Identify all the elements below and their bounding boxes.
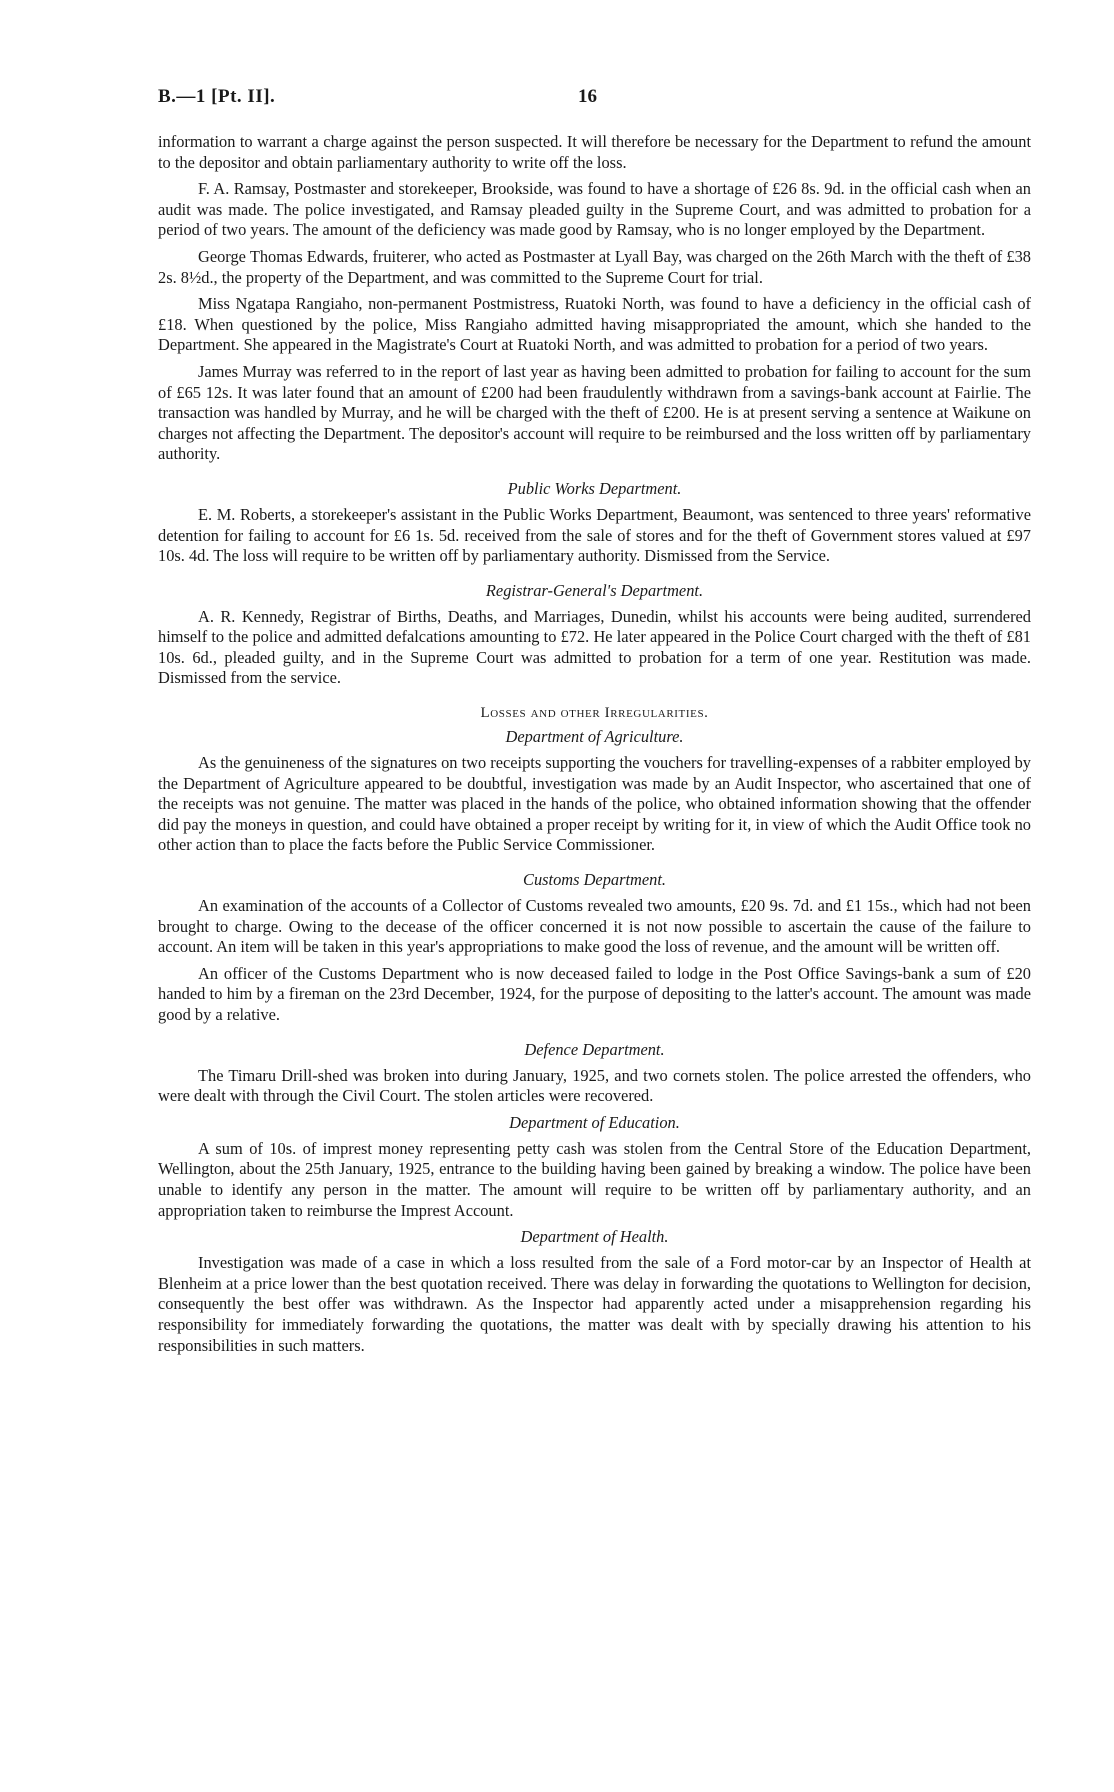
paragraph: An officer of the Customs Department who is now deceased failed to lodge in the Post Office Savings-bank a sum of £20 handed to him by a fireman on the 23rd December, 1924, for the purpose of depositing to the latter's account. The amount was made good by a relative. — [158, 963, 1031, 1024]
health-section — [158, 1253, 1031, 1356]
section-heading-education: Department of Education. — [509, 1112, 680, 1132]
section-heading-registrar-general: Registrar-General's Department. — [485, 580, 704, 600]
public-works-section — [158, 505, 1031, 567]
paragraph: An examination of the accounts of a Collector of Customs revealed two amounts, £20 9s. 7d. and £1 15s., which had not been brought to charge. Owing to the decease of the officer concerned it is not now possible to ascertain the cause of the failure to account. An item will be taken in this year's appropriations to make good the loss of revenue, and the amount will be written off. — [158, 896, 1031, 957]
education-section — [158, 1139, 1031, 1221]
section-heading-public-works: Public Works Department. — [507, 478, 682, 498]
paragraph: George Thomas Edwards, fruiterer, who acted as Postmaster at Lyall Bay, was charged on the 26th March with the theft of £38 2s. 8½d., the property of the Department, and was committed to the Supreme Court for trial. — [158, 246, 1031, 287]
defence-section — [158, 1066, 1031, 1107]
paragraph: information to warrant a charge against the person suspected. It will therefore be necessary for the Department to refund the amount to the depositor and obtain parliamentary authority to write off the loss. — [158, 132, 1031, 172]
paragraph: A sum of 10s. of imprest money representing petty cash was stolen from the Central Store of the Education Department, Wellington, about the 25th January, 1925, entrance to the building having been gained by breaking a window. The police have been unable to identify any person in the matter. The amount will require to be written off by parliamentary authority, and an appropriation taken to reimburse the Imprest Account. — [158, 1138, 1031, 1220]
post-office-section-continued — [158, 132, 1031, 465]
paragraph: Miss Ngatapa Rangiaho, non-permanent Postmistress, Ruatoki North, was found to have a deficiency in the official cash of £18. When questioned by the police, Miss Rangiaho admitted having misappropriated the amount, which she handed to the Department. She appeared in the Magistrate's Court at Ruatoki North, and was admitted to probation for a period of two years. — [158, 294, 1031, 355]
section-heading-agriculture: Department of Agriculture. — [505, 727, 684, 747]
paragraph: Investigation was made of a case in which a loss resulted from the sale of a Ford motor-car by an Inspector of Health at Blenheim at a price lower than the best quotation received. There was delay in forwarding the quotations to Wellington for decision, consequently the best offer was withdrawn. As the Inspector had apparently acted under a misapprehension regarding his responsibility for immediately forwarding the quotations, the matter was dealt with by specially drawing his attention to his responsibilities in such matters. — [158, 1253, 1031, 1355]
paragraph: E. M. Roberts, a storekeeper's assistant in the Public Works Department, Beaumont, was sentenced to three years' reformative detention for failing to account for £6 1s. 5d. received from the sale of stores and for the theft of Government stores valued at £97 10s. 4d. The loss will require to be written off by parliamentary authority. Dismissed from the Service. — [158, 504, 1031, 566]
page-number: 16 — [578, 86, 597, 107]
registrar-general-section — [158, 607, 1031, 689]
document-page — [158, 86, 1031, 1362]
paragraph: As the genuineness of the signatures on two receipts supporting the vouchers for travelling-expenses of a rabbiter employed by the Department of Agriculture appeared to be doubtful, investigation was made by an Audit Inspector, who ascertained that one of the receipts was not genuine. The matter was placed in the hands of the police, who obtained information showing that the offender did pay the moneys in question, and could have obtained a proper receipt by writing for it, in view of which the Audit Office took no other action than to place the facts before the Public Service Commissioner. — [158, 753, 1031, 855]
paragraph: James Murray was referred to in the report of last year as having been admitted to probation for failing to account for the sum of £65 12s. It was later found that an amount of £200 had been fraudulently withdrawn from a savings-bank account at Fairlie. The transaction was handled by Murray, and he will be charged with the theft of £200. He is at present serving a sentence at Waikune on charges not affecting the Department. The depositor's account will require to be reimbursed and the loss written off by parliamentary authority. — [158, 361, 1031, 464]
document-reference: B.—1 [Pt. II]. — [158, 86, 276, 107]
agriculture-section — [158, 753, 1031, 856]
section-heading-defence: Defence Department. — [524, 1039, 665, 1059]
major-heading-losses: Losses and other Irregularities. — [480, 705, 709, 722]
section-heading-customs: Customs Department. — [523, 870, 666, 890]
paragraph: A. R. Kennedy, Registrar of Births, Deaths, and Marriages, Dunedin, whilst his accounts were being audited, surrendered himself to the police and admitted defalcations amounting to £72. He later appeared in the Police Court charged with the theft of £81 10s. 6d., pleaded guilty, and in the Supreme Court was admitted to probation for a term of one year. Restitution was made. Dismissed from the service. — [158, 606, 1031, 688]
paragraph: The Timaru Drill-shed was broken into during January, 1925, and two cornets stolen. The police arrested the offenders, who were dealt with through the Civil Court. The stolen articles were recovered. — [158, 1065, 1031, 1106]
paragraph: F. A. Ramsay, Postmaster and storekeeper, Brookside, was found to have a shortage of £26 8s. 9d. in the official cash when an audit was made. The police investigated, and Ramsay pleaded guilty in the Supreme Court, and was admitted to probation for a period of two years. The amount of the deficiency was made good by Ramsay, who is no longer employed by the Department. — [158, 179, 1031, 240]
customs-section — [158, 896, 1031, 1026]
running-header — [158, 86, 1031, 116]
section-heading-health: Department of Health. — [520, 1227, 669, 1247]
